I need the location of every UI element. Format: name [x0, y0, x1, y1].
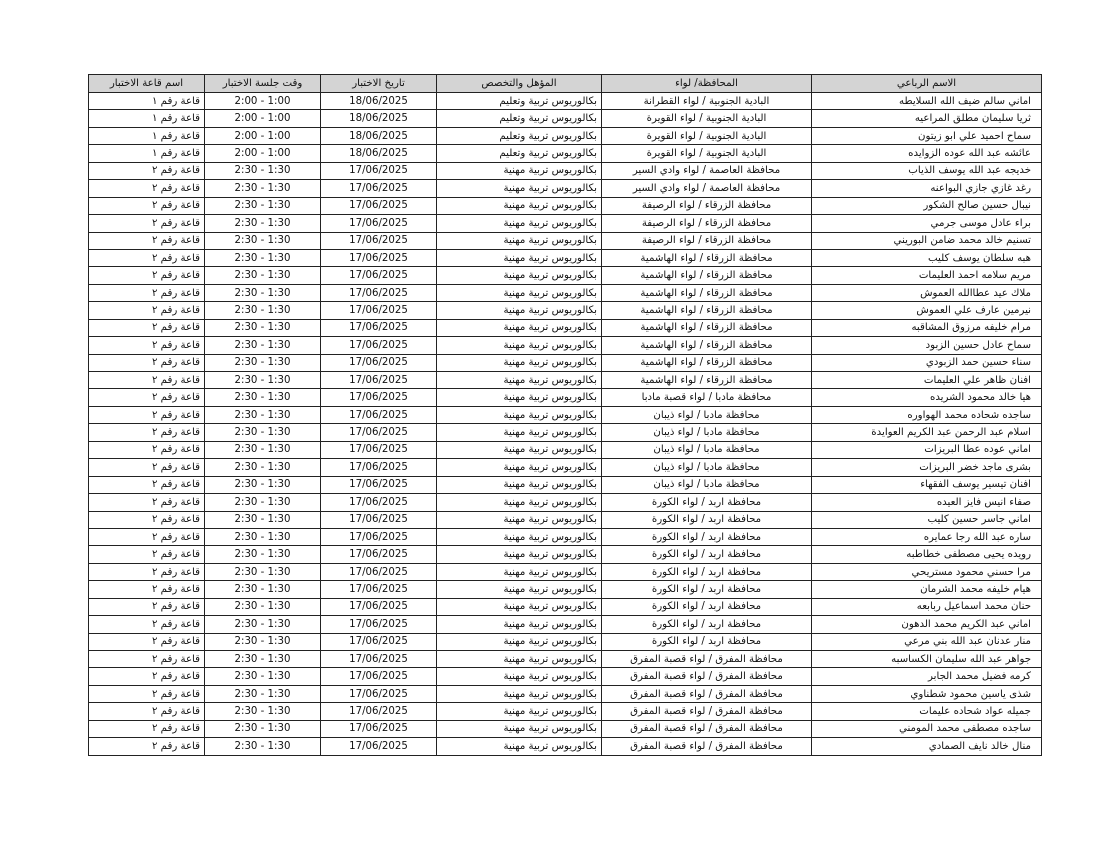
- cell-name: براء عادل موسى جرمي: [812, 215, 1042, 232]
- table-row: [89, 197, 1042, 214]
- cell-name: كرمه فضيل محمد الجابر: [812, 668, 1042, 685]
- cell-date: 17/06/2025: [321, 232, 437, 249]
- cell-name: مريم سلامه احمد العليمات: [812, 267, 1042, 284]
- table-body: [89, 93, 1042, 756]
- cell-date: 17/06/2025: [321, 302, 437, 319]
- cell-name: جواهر عبد الله سليمان الكساسبه: [812, 651, 1042, 668]
- cell-hall: قاعة رقم ٢: [89, 267, 205, 284]
- table-row: [89, 563, 1042, 580]
- cell-name: رغد غازي جازي البواعنه: [812, 180, 1042, 197]
- cell-hall: قاعة رقم ٢: [89, 284, 205, 301]
- cell-date: 17/06/2025: [321, 180, 437, 197]
- cell-qualification: بكالوريوس تربية مهنية: [437, 598, 602, 615]
- cell-time: 2:30 - 1:30: [205, 424, 321, 441]
- cell-time: 2:30 - 1:30: [205, 180, 321, 197]
- table-row: [89, 581, 1042, 598]
- cell-name: هبه سلطان يوسف كليب: [812, 249, 1042, 266]
- cell-time: 2:30 - 1:30: [205, 738, 321, 755]
- cell-hall: قاعة رقم ٢: [89, 581, 205, 598]
- cell-governorate: محافظة اربد / لواء الكورة: [602, 633, 812, 650]
- cell-date: 17/06/2025: [321, 581, 437, 598]
- cell-qualification: بكالوريوس تربية مهنية: [437, 372, 602, 389]
- cell-date: 17/06/2025: [321, 616, 437, 633]
- cell-hall: قاعة رقم ٢: [89, 162, 205, 179]
- cell-governorate: البادية الجنوبية / لواء القويرة: [602, 145, 812, 162]
- cell-date: 17/06/2025: [321, 354, 437, 371]
- cell-qualification: بكالوريوس تربية مهنية: [437, 476, 602, 493]
- header-time: وقت جلسة الاختبار: [205, 75, 321, 93]
- cell-hall: قاعة رقم ٢: [89, 563, 205, 580]
- cell-governorate: محافظة اربد / لواء الكورة: [602, 598, 812, 615]
- cell-date: 17/06/2025: [321, 372, 437, 389]
- cell-name: ملاك عيد عطاالله العموش: [812, 284, 1042, 301]
- cell-governorate: البادية الجنوبية / لواء القويرة: [602, 110, 812, 127]
- cell-qualification: بكالوريوس تربية مهنية: [437, 337, 602, 354]
- table-row: [89, 267, 1042, 284]
- cell-hall: قاعة رقم ٢: [89, 232, 205, 249]
- cell-name: ساجده شحاده محمد الهواوره: [812, 406, 1042, 423]
- table-row: [89, 528, 1042, 545]
- cell-hall: قاعة رقم ٢: [89, 319, 205, 336]
- table-row: [89, 738, 1042, 755]
- cell-qualification: بكالوريوس تربية مهنية: [437, 197, 602, 214]
- cell-qualification: بكالوريوس تربية مهنية: [437, 703, 602, 720]
- cell-time: 2:30 - 1:30: [205, 651, 321, 668]
- table-row: [89, 441, 1042, 458]
- cell-hall: قاعة رقم ٢: [89, 197, 205, 214]
- cell-name: ثريا سليمان مطلق المراعيه: [812, 110, 1042, 127]
- header-name: الاسم الرباعي: [812, 75, 1042, 93]
- cell-time: 2:00 - 1:00: [205, 145, 321, 162]
- table-row: [89, 389, 1042, 406]
- cell-hall: قاعة رقم ٢: [89, 738, 205, 755]
- cell-date: 17/06/2025: [321, 389, 437, 406]
- cell-hall: قاعة رقم ٢: [89, 215, 205, 232]
- cell-time: 2:30 - 1:30: [205, 162, 321, 179]
- cell-qualification: بكالوريوس تربية مهنية: [437, 459, 602, 476]
- cell-time: 2:30 - 1:30: [205, 720, 321, 737]
- table-row: [89, 598, 1042, 615]
- cell-date: 17/06/2025: [321, 284, 437, 301]
- cell-qualification: بكالوريوس تربية مهنية: [437, 249, 602, 266]
- cell-time: 2:30 - 1:30: [205, 581, 321, 598]
- cell-governorate: محافظة الزرقاء / لواء الرصيفة: [602, 232, 812, 249]
- cell-hall: قاعة رقم ٢: [89, 685, 205, 702]
- cell-date: 17/06/2025: [321, 424, 437, 441]
- cell-qualification: بكالوريوس تربية وتعليم: [437, 127, 602, 144]
- header-governorate: المحافظة/ لواء: [602, 75, 812, 93]
- cell-time: 2:30 - 1:30: [205, 441, 321, 458]
- cell-governorate: محافظة الزرقاء / لواء الهاشمية: [602, 337, 812, 354]
- cell-date: 17/06/2025: [321, 685, 437, 702]
- cell-date: 17/06/2025: [321, 528, 437, 545]
- cell-date: 17/06/2025: [321, 633, 437, 650]
- table-row: [89, 685, 1042, 702]
- cell-hall: قاعة رقم ٢: [89, 668, 205, 685]
- cell-time: 2:30 - 1:30: [205, 215, 321, 232]
- cell-name: هيام خليفه محمد الشرمان: [812, 581, 1042, 598]
- cell-time: 2:30 - 1:30: [205, 232, 321, 249]
- cell-qualification: بكالوريوس تربية مهنية: [437, 180, 602, 197]
- table-row: [89, 319, 1042, 336]
- cell-name: اماني عبد الكريم محمد الدهون: [812, 616, 1042, 633]
- cell-qualification: بكالوريوس تربية مهنية: [437, 685, 602, 702]
- cell-governorate: محافظة اربد / لواء الكورة: [602, 616, 812, 633]
- cell-governorate: محافظة الزرقاء / لواء الهاشمية: [602, 302, 812, 319]
- table-row: [89, 232, 1042, 249]
- cell-date: 17/06/2025: [321, 494, 437, 511]
- table-row: [89, 476, 1042, 493]
- table-row: [89, 337, 1042, 354]
- cell-name: شذى ياسين محمود شطناوي: [812, 685, 1042, 702]
- cell-governorate: محافظة المفرق / لواء قصبة المفرق: [602, 720, 812, 737]
- cell-governorate: محافظة اربد / لواء الكورة: [602, 581, 812, 598]
- cell-governorate: محافظة مادبا / لواء ذيبان: [602, 424, 812, 441]
- cell-time: 2:00 - 1:00: [205, 127, 321, 144]
- cell-governorate: محافظة المفرق / لواء قصبة المفرق: [602, 738, 812, 755]
- cell-name: افنان ظاهر علي العليمات: [812, 372, 1042, 389]
- cell-hall: قاعة رقم ٢: [89, 651, 205, 668]
- cell-governorate: محافظة اربد / لواء الكورة: [602, 528, 812, 545]
- cell-qualification: بكالوريوس تربية مهنية: [437, 633, 602, 650]
- cell-qualification: بكالوريوس تربية مهنية: [437, 389, 602, 406]
- cell-governorate: محافظة مادبا / لواء ذيبان: [602, 441, 812, 458]
- cell-governorate: محافظة الزرقاء / لواء الهاشمية: [602, 319, 812, 336]
- cell-governorate: البادية الجنوبية / لواء القويرة: [602, 127, 812, 144]
- cell-hall: قاعة رقم ١: [89, 93, 205, 110]
- table-row: [89, 494, 1042, 511]
- exam-schedule-table: [88, 74, 1042, 756]
- cell-time: 2:00 - 1:00: [205, 93, 321, 110]
- cell-date: 17/06/2025: [321, 406, 437, 423]
- cell-governorate: محافظة اربد / لواء الكورة: [602, 494, 812, 511]
- cell-governorate: محافظة الزرقاء / لواء الرصيفة: [602, 215, 812, 232]
- cell-date: 17/06/2025: [321, 197, 437, 214]
- cell-name: مرا حسني محمود مستريحي: [812, 563, 1042, 580]
- cell-hall: قاعة رقم ٢: [89, 528, 205, 545]
- cell-hall: قاعة رقم ٢: [89, 354, 205, 371]
- cell-governorate: محافظة الزرقاء / لواء الرصيفة: [602, 197, 812, 214]
- cell-governorate: محافظة مادبا / لواء ذيبان: [602, 459, 812, 476]
- cell-qualification: بكالوريوس تربية مهنية: [437, 546, 602, 563]
- cell-time: 2:30 - 1:30: [205, 459, 321, 476]
- cell-hall: قاعة رقم ١: [89, 145, 205, 162]
- cell-name: ساره عبد الله رجا عمايره: [812, 528, 1042, 545]
- cell-qualification: بكالوريوس تربية مهنية: [437, 162, 602, 179]
- cell-governorate: محافظة العاصمة / لواء وادي السير: [602, 180, 812, 197]
- cell-time: 2:30 - 1:30: [205, 563, 321, 580]
- header-qualification: المؤهل والتخصص: [437, 75, 602, 93]
- cell-qualification: بكالوريوس تربية مهنية: [437, 528, 602, 545]
- cell-name: هيا خالد محمود الشريده: [812, 389, 1042, 406]
- cell-date: 17/06/2025: [321, 215, 437, 232]
- cell-qualification: بكالوريوس تربية مهنية: [437, 267, 602, 284]
- table-row: [89, 302, 1042, 319]
- cell-hall: قاعة رقم ٢: [89, 476, 205, 493]
- cell-hall: قاعة رقم ٢: [89, 459, 205, 476]
- cell-name: ساجده مصطفى محمد المومني: [812, 720, 1042, 737]
- cell-time: 2:30 - 1:30: [205, 319, 321, 336]
- cell-qualification: بكالوريوس تربية وتعليم: [437, 110, 602, 127]
- cell-hall: قاعة رقم ٢: [89, 633, 205, 650]
- cell-qualification: بكالوريوس تربية مهنية: [437, 720, 602, 737]
- table-row: [89, 93, 1042, 110]
- cell-hall: قاعة رقم ١: [89, 127, 205, 144]
- cell-governorate: محافظة مادبا / لواء ذيبان: [602, 476, 812, 493]
- cell-governorate: محافظة المفرق / لواء قصبة المفرق: [602, 685, 812, 702]
- cell-governorate: محافظة الزرقاء / لواء الهاشمية: [602, 354, 812, 371]
- header-hall: اسم قاعة الاختبار: [89, 75, 205, 93]
- cell-name: خديجه عبد الله يوسف الذياب: [812, 162, 1042, 179]
- cell-date: 17/06/2025: [321, 476, 437, 493]
- cell-qualification: بكالوريوس تربية مهنية: [437, 494, 602, 511]
- cell-time: 2:30 - 1:30: [205, 197, 321, 214]
- cell-date: 17/06/2025: [321, 703, 437, 720]
- cell-time: 2:30 - 1:30: [205, 685, 321, 702]
- cell-hall: قاعة رقم ٢: [89, 249, 205, 266]
- cell-time: 2:30 - 1:30: [205, 476, 321, 493]
- cell-time: 2:30 - 1:30: [205, 528, 321, 545]
- cell-hall: قاعة رقم ٢: [89, 511, 205, 528]
- cell-hall: قاعة رقم ٢: [89, 337, 205, 354]
- cell-time: 2:30 - 1:30: [205, 703, 321, 720]
- cell-hall: قاعة رقم ٢: [89, 441, 205, 458]
- cell-governorate: محافظة الزرقاء / لواء الهاشمية: [602, 284, 812, 301]
- cell-time: 2:30 - 1:30: [205, 354, 321, 371]
- cell-hall: قاعة رقم ٢: [89, 302, 205, 319]
- cell-name: عائشه عبد الله عوده الزوايده: [812, 145, 1042, 162]
- cell-hall: قاعة رقم ٢: [89, 372, 205, 389]
- cell-date: 17/06/2025: [321, 546, 437, 563]
- cell-governorate: محافظة مادبا / لواء قصبة مادبا: [602, 389, 812, 406]
- cell-date: 17/06/2025: [321, 162, 437, 179]
- cell-hall: قاعة رقم ٢: [89, 546, 205, 563]
- cell-name: مرام خليفه مرزوق المشاقبه: [812, 319, 1042, 336]
- cell-name: نيبال حسين صالح الشكور: [812, 197, 1042, 214]
- cell-time: 2:30 - 1:30: [205, 302, 321, 319]
- cell-time: 2:30 - 1:30: [205, 494, 321, 511]
- cell-date: 17/06/2025: [321, 563, 437, 580]
- cell-name: اسلام عبد الرحمن عبد الكريم العوايدة: [812, 424, 1042, 441]
- cell-governorate: محافظة الزرقاء / لواء الهاشمية: [602, 372, 812, 389]
- cell-date: 17/06/2025: [321, 668, 437, 685]
- table-row: [89, 633, 1042, 650]
- cell-name: سماح عادل حسين الزبود: [812, 337, 1042, 354]
- cell-qualification: بكالوريوس تربية مهنية: [437, 668, 602, 685]
- cell-name: جميله عواد شحاده عليمات: [812, 703, 1042, 720]
- cell-governorate: محافظة المفرق / لواء قصبة المفرق: [602, 703, 812, 720]
- cell-date: 17/06/2025: [321, 720, 437, 737]
- cell-date: 17/06/2025: [321, 337, 437, 354]
- cell-time: 2:30 - 1:30: [205, 616, 321, 633]
- cell-time: 2:30 - 1:30: [205, 668, 321, 685]
- cell-date: 17/06/2025: [321, 459, 437, 476]
- cell-name: نيرمين عارف علي العموش: [812, 302, 1042, 319]
- cell-governorate: محافظة الزرقاء / لواء الهاشمية: [602, 249, 812, 266]
- cell-name: منار عدنان عبد الله بني مرعي: [812, 633, 1042, 650]
- cell-governorate: محافظة اربد / لواء الكورة: [602, 546, 812, 563]
- table-row: [89, 249, 1042, 266]
- cell-name: بشرى ماجد خضر البريزات: [812, 459, 1042, 476]
- cell-date: 18/06/2025: [321, 110, 437, 127]
- cell-qualification: بكالوريوس تربية مهنية: [437, 215, 602, 232]
- cell-name: رويده يحيى مصطفى خطاطبه: [812, 546, 1042, 563]
- cell-hall: قاعة رقم ٢: [89, 720, 205, 737]
- table-row: [89, 668, 1042, 685]
- cell-time: 2:30 - 1:30: [205, 546, 321, 563]
- cell-date: 17/06/2025: [321, 267, 437, 284]
- table-row: [89, 424, 1042, 441]
- cell-governorate: محافظة اربد / لواء الكورة: [602, 563, 812, 580]
- table-row: [89, 354, 1042, 371]
- cell-name: سناء حسين حمد الزبودي: [812, 354, 1042, 371]
- table-row: [89, 511, 1042, 528]
- cell-date: 18/06/2025: [321, 145, 437, 162]
- cell-time: 2:30 - 1:30: [205, 284, 321, 301]
- cell-qualification: بكالوريوس تربية وتعليم: [437, 93, 602, 110]
- cell-qualification: بكالوريوس تربية مهنية: [437, 616, 602, 633]
- cell-qualification: بكالوريوس تربية مهنية: [437, 563, 602, 580]
- cell-qualification: بكالوريوس تربية مهنية: [437, 581, 602, 598]
- table-row: [89, 651, 1042, 668]
- cell-governorate: محافظة المفرق / لواء قصبة المفرق: [602, 668, 812, 685]
- table-row: [89, 284, 1042, 301]
- cell-qualification: بكالوريوس تربية مهنية: [437, 441, 602, 458]
- cell-governorate: محافظة المفرق / لواء قصبة المفرق: [602, 651, 812, 668]
- table-row: [89, 459, 1042, 476]
- cell-hall: قاعة رقم ٢: [89, 598, 205, 615]
- cell-qualification: بكالوريوس تربية مهنية: [437, 738, 602, 755]
- cell-time: 2:30 - 1:30: [205, 598, 321, 615]
- cell-governorate: محافظة اربد / لواء الكورة: [602, 511, 812, 528]
- table-row: [89, 546, 1042, 563]
- cell-date: 17/06/2025: [321, 738, 437, 755]
- cell-governorate: محافظة العاصمة / لواء وادي السير: [602, 162, 812, 179]
- cell-time: 2:30 - 1:30: [205, 372, 321, 389]
- table-row: [89, 162, 1042, 179]
- table-row: [89, 720, 1042, 737]
- table-row: [89, 703, 1042, 720]
- cell-name: تسنيم خالد محمد ضامن البوريني: [812, 232, 1042, 249]
- cell-date: 17/06/2025: [321, 651, 437, 668]
- cell-hall: قاعة رقم ٢: [89, 180, 205, 197]
- cell-name: اماني جاسر حسين كليب: [812, 511, 1042, 528]
- cell-qualification: بكالوريوس تربية مهنية: [437, 511, 602, 528]
- cell-date: 18/06/2025: [321, 127, 437, 144]
- cell-name: سماح احميد علي ابو زيتون: [812, 127, 1042, 144]
- cell-name: حنان محمد اسماعيل ربابعه: [812, 598, 1042, 615]
- cell-qualification: بكالوريوس تربية مهنية: [437, 354, 602, 371]
- header-date: تاريخ الاختبار: [321, 75, 437, 93]
- cell-governorate: البادية الجنوبية / لواء القطرانة: [602, 93, 812, 110]
- cell-time: 2:30 - 1:30: [205, 267, 321, 284]
- cell-time: 2:30 - 1:30: [205, 337, 321, 354]
- cell-time: 2:00 - 1:00: [205, 110, 321, 127]
- cell-governorate: محافظة مادبا / لواء ذيبان: [602, 406, 812, 423]
- cell-name: اماني عوده عطا البريزات: [812, 441, 1042, 458]
- cell-qualification: بكالوريوس تربية مهنية: [437, 406, 602, 423]
- cell-qualification: بكالوريوس تربية وتعليم: [437, 145, 602, 162]
- cell-governorate: محافظة الزرقاء / لواء الهاشمية: [602, 267, 812, 284]
- cell-date: 17/06/2025: [321, 319, 437, 336]
- table-row: [89, 616, 1042, 633]
- cell-hall: قاعة رقم ٢: [89, 406, 205, 423]
- exam-schedule-sheet: [88, 74, 1041, 756]
- cell-name: افنان تيسير يوسف الفقهاء: [812, 476, 1042, 493]
- cell-hall: قاعة رقم ١: [89, 110, 205, 127]
- cell-hall: قاعة رقم ٢: [89, 494, 205, 511]
- cell-name: اماني سالم ضيف الله السلايطه: [812, 93, 1042, 110]
- cell-time: 2:30 - 1:30: [205, 406, 321, 423]
- cell-qualification: بكالوريوس تربية مهنية: [437, 319, 602, 336]
- table-row: [89, 406, 1042, 423]
- table-row: [89, 215, 1042, 232]
- table-row: [89, 110, 1042, 127]
- cell-qualification: بكالوريوس تربية مهنية: [437, 302, 602, 319]
- cell-hall: قاعة رقم ٢: [89, 703, 205, 720]
- cell-hall: قاعة رقم ٢: [89, 616, 205, 633]
- cell-date: 17/06/2025: [321, 511, 437, 528]
- cell-qualification: بكالوريوس تربية مهنية: [437, 232, 602, 249]
- table-row: [89, 180, 1042, 197]
- cell-date: 17/06/2025: [321, 441, 437, 458]
- cell-hall: قاعة رقم ٢: [89, 424, 205, 441]
- cell-time: 2:30 - 1:30: [205, 511, 321, 528]
- header-row: [89, 75, 1042, 93]
- cell-qualification: بكالوريوس تربية مهنية: [437, 424, 602, 441]
- cell-name: منال خالد نايف الصمادي: [812, 738, 1042, 755]
- table-header: [89, 75, 1042, 93]
- cell-date: 18/06/2025: [321, 93, 437, 110]
- table-row: [89, 145, 1042, 162]
- cell-time: 2:30 - 1:30: [205, 389, 321, 406]
- table-row: [89, 372, 1042, 389]
- cell-qualification: بكالوريوس تربية مهنية: [437, 284, 602, 301]
- table-row: [89, 127, 1042, 144]
- cell-qualification: بكالوريوس تربية مهنية: [437, 651, 602, 668]
- cell-time: 2:30 - 1:30: [205, 249, 321, 266]
- cell-date: 17/06/2025: [321, 598, 437, 615]
- cell-time: 2:30 - 1:30: [205, 633, 321, 650]
- cell-hall: قاعة رقم ٢: [89, 389, 205, 406]
- cell-name: صفاء انيس فايز العيده: [812, 494, 1042, 511]
- cell-date: 17/06/2025: [321, 249, 437, 266]
